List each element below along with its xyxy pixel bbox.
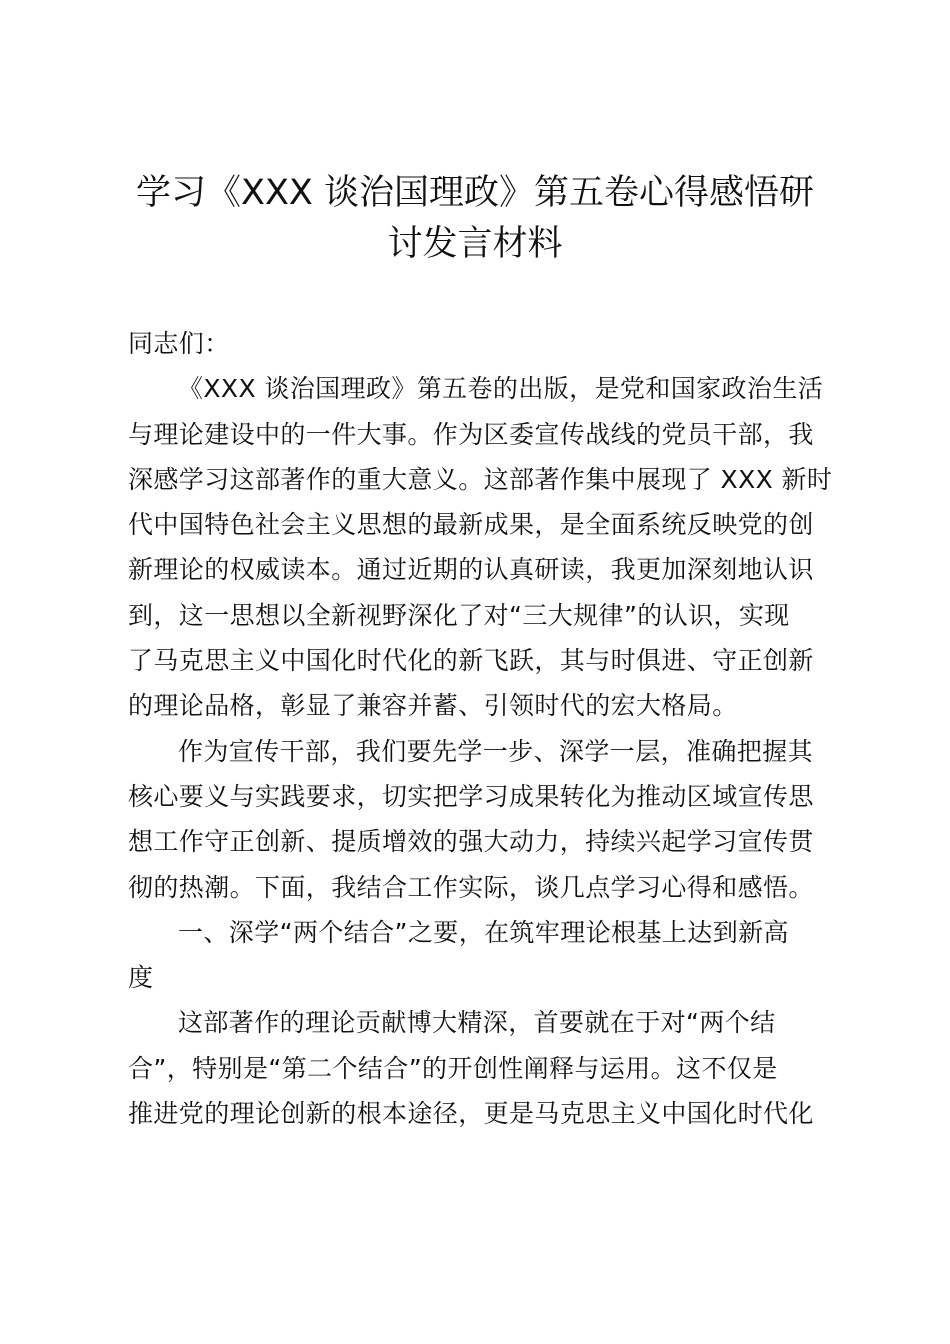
paragraph-line: 核心要义与实践要求，切实把学习成果转化为推动区域宣传思 [128,781,814,811]
paragraph-line: 合”，特别是“第二个结合”的开创性阐释与运用。这不仅是 [128,1053,778,1083]
paragraph-line: 到，这一思想以全新视野深化了对“三大规律”的认识，实现 [128,600,790,630]
title-line: 讨发言材料 [387,224,563,264]
paragraph-line: 彻的热潮。下面，我结合工作实际，谈几点学习心得和感悟。 [128,872,814,902]
paragraph-line: 想工作守正创新、提质增效的强大动力，持续兴起学习宣传贯 [128,827,814,857]
paragraph-line: 这部著作的理论贡献博大精深，首要就在于对“两个结 [178,1008,776,1038]
document-body [128,321,834,1136]
salutation: 同志们： [128,329,230,358]
document-title [100,168,850,270]
paragraph-line: 代中国特色社会主义思想的最新成果，是全面系统反映党的创 [128,510,814,540]
paragraph-line: 作为宣传干部，我们要先学一步、深学一层，准确把握其 [178,736,814,766]
section-heading-line: 度 [128,963,154,993]
section-heading-line: 一、深学“两个结合”之要，在筑牢理论根基上达到新高 [178,917,789,947]
paragraph-line: 新理论的权威读本。通过近期的认真研读，我更加深刻地认识 [128,555,814,585]
paragraph-line: 了马克思主义中国化时代化的新飞跃，其与时俱进、守正创新 [128,646,814,676]
title-line: 学习《XXX 谈治国理政》第五卷心得感悟研 [135,173,815,213]
paragraph-line: 与理论建设中的一件大事。作为区委宣传战线的党员干部，我 [128,419,814,449]
paragraph-line: 《XXX 谈治国理政》第五卷的出版，是党和国家政治生活 [178,374,824,404]
paragraph-line: 深感学习这部著作的重大意义。这部著作集中展现了 XXX 新时 [128,464,833,494]
paragraph-line: 推进党的理论创新的根本途径，更是马克思主义中国化时代化 [128,1099,814,1129]
paragraph-line: 的理论品格，彰显了兼容并蓄、引领时代的宏大格局。 [128,691,738,721]
